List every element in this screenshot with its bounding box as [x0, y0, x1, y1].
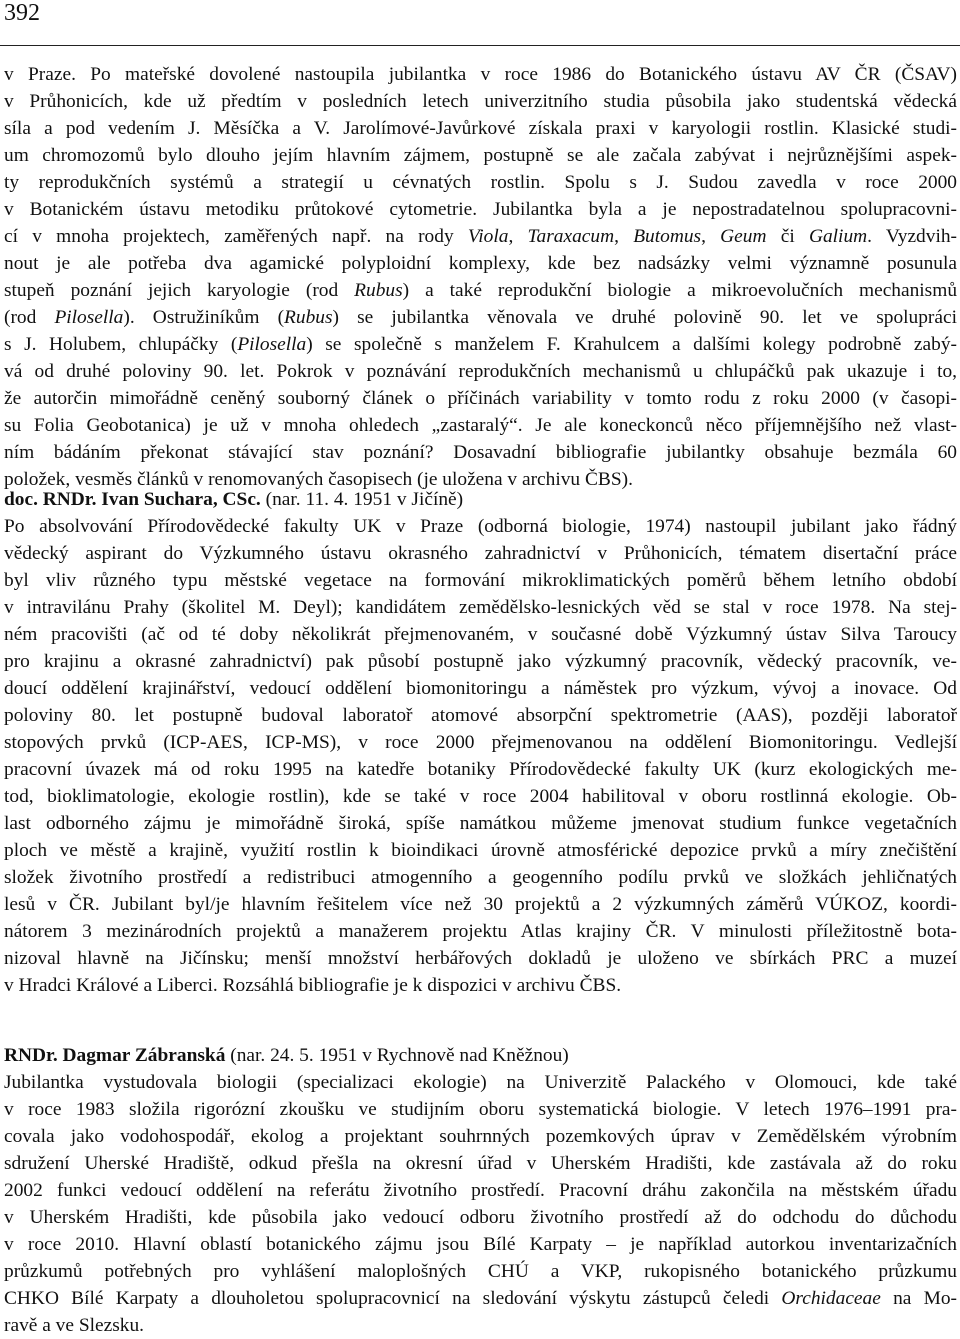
italic-taxon: Pilosella: [237, 334, 307, 355]
text-line: [4, 331, 957, 358]
text-run: pracovní úvazek má od roku 1995 na katedře botaniky Přírodovědecké fakulty UK (kurz ekologických me-: [4, 759, 957, 780]
italic-taxon: Galium: [808, 226, 868, 247]
text-run: Jubilantka vystudovala biologii (specializaci ekologie) na Univerzitě Palackého v Olomouci, kde také: [4, 1072, 957, 1093]
text-run: last odborného zájmu je mimořádně široká, spíše namátkou můžeme jmenovat studium funkce vegetačních: [4, 813, 957, 834]
text-line: [4, 621, 957, 648]
text-run: covala jako vodohospodář, ekolog a projektant souhrnných pozemkových úprav v Zemědělském výrobním: [4, 1126, 957, 1147]
text-run: 2002 funkci vedoucí oddělení na referátu životního prostředí. Pracovní dráhu zakončila na městském úřadu: [4, 1180, 957, 1201]
text-run: lesů v ČR. Jubilant byl/je hlavním řešitelem více než 30 projektů a 2 výzkumných záměrů VÚKOZ, koordi-: [4, 894, 957, 915]
person-name: doc. RNDr. Ivan Suchara, CSc.: [4, 489, 261, 510]
text-run: stupeň poznání jejich karyologie (rod: [4, 280, 355, 301]
text-run: (rod: [4, 307, 55, 328]
text-run: . Vyzdvih-: [867, 226, 957, 247]
text-line: [4, 918, 957, 945]
section-ivan-suchara: [4, 486, 957, 999]
text-line: [4, 648, 957, 675]
text-line: [4, 115, 957, 142]
text-run: ném pracovišti (ač od té doby několikrát přejmenovaném, v současné době Výzkumný ústav Silva Taroucy: [4, 624, 957, 645]
text-run: ,: [508, 226, 528, 247]
text-run: v roce 2010. Hlavní oblastí botanického zájmu jsou Bílé Karpaty – je například autorkou inventarizačních: [4, 1234, 957, 1255]
text-run: ) se jubilantka věnovala ve druhé polovině 90. let ve spolupráci: [332, 307, 957, 328]
text-run: poloviny 80. let postupně budoval laboratoř atomové absorpční spektrometrie (AAS), později laboratoř: [4, 705, 957, 726]
text-run: složek životního prostředí a redistribuci atmogenního a geogenního podílu prvků ve složkách jehličnatých: [4, 867, 957, 888]
italic-taxon: Pilosella: [54, 307, 124, 328]
text-line: [4, 223, 957, 250]
section-continued-biography: [4, 61, 957, 493]
text-run: stopových prvků (ICP-AES, ICP-MS), v roce 2000 přejmenovanou na oddělení Biomonitoringu. Vedlejší: [4, 732, 957, 753]
text-run: v roce 1983 složila rigorózní zkoušku ve studijním oboru systematická biologie. V letech 1976–1991 pra-: [4, 1099, 957, 1120]
text-line: [4, 1258, 957, 1285]
italic-taxon: Rubus: [284, 307, 333, 328]
text-run: vědecký aspirant do Výzkumného ústavu okrasného zahradnictví v Průhonicích, tématem disertační práce: [4, 543, 957, 564]
text-line: [4, 864, 957, 891]
text-run: sdružení Uherské Hradiště, odkud přešla na okresní úřad v Uherském Hradišti, kde zastávala až do roku: [4, 1153, 957, 1174]
text-line: [4, 594, 957, 621]
italic-taxon: Butomus: [633, 226, 702, 247]
text-line: [4, 1069, 957, 1096]
italic-taxon: Geum: [720, 226, 767, 247]
italic-taxon: Rubus: [354, 280, 403, 301]
text-line: [4, 972, 957, 999]
text-line: [4, 412, 957, 439]
text-run: cí v mnoha projektech, zaměřených např. na rody: [4, 226, 468, 247]
text-line: [4, 250, 957, 277]
text-run: nout je ale potřeba dva agamické polyploidní komplexy, kde bez nadsázky velmi významně posunula: [4, 253, 957, 274]
text-line: [4, 837, 957, 864]
text-run: um chromozomů bylo dlouho jejím hlavním zájmem, postupně se ale začala zabývat i nejrůznějšími aspek-: [4, 145, 957, 166]
text-run: síla a pod vedením J. Měsíčka a V. Jarolímové-Javůrkové získala praxi v karyologii rostlin. Klasické studi-: [4, 118, 957, 139]
text-run: CHKO Bílé Karpaty a dlouholetou spolupracovnicí na sledování výskytu zástupců čeledi: [4, 1288, 782, 1309]
text-run: ty reprodukčních systémů a strategií u cévnatých rostlin. Spolu s J. Sudou zavedla v roce 2000: [4, 172, 957, 193]
text-run: že autorčin mimořádně ceněný souborný článek o příčinách variability v tomto rodu z roku 2000 (v časopi-: [4, 388, 957, 409]
text-run: v Praze. Po mateřské dovolené nastoupila jubilantka v roce 1986 do Botanického ústavu AV ČR (ČSAV): [4, 64, 957, 85]
biography-heading: [4, 486, 957, 513]
text-run: ,: [701, 226, 721, 247]
birth-info: (nar. 24. 5. 1951 v Rychnově nad Kněžnou): [225, 1045, 569, 1066]
text-line: [4, 169, 957, 196]
text-line: [4, 513, 957, 540]
text-run: ). Ostružiníkům (: [123, 307, 285, 328]
text-line: [4, 783, 957, 810]
text-line: [4, 702, 957, 729]
text-line: [4, 810, 957, 837]
text-line: [4, 1123, 957, 1150]
text-line: [4, 1177, 957, 1204]
text-run: doucí oddělení krajinářství, vedoucí oddělení biomonitoringu a náměstek pro výzkum, vývoj a inovace. Od: [4, 678, 957, 699]
text-line: [4, 567, 957, 594]
text-run: či: [766, 226, 809, 247]
text-run: průzkumů potřebných pro vyhlášení maloplošných CHÚ a VKP, rukopisného botanického průzkumu: [4, 1261, 957, 1282]
text-line: [4, 540, 957, 567]
text-line: [4, 675, 957, 702]
text-line: [4, 1150, 957, 1177]
text-run: ,: [614, 226, 634, 247]
text-line: [4, 304, 957, 331]
text-line: [4, 385, 957, 412]
text-line: [4, 1204, 957, 1231]
person-name: RNDr. Dagmar Zábranská: [4, 1045, 226, 1066]
text-run: su Folia Geobotanica) je už v mnoha ohledech „zastaralý“. Je ale koneckonců něco příjemnějšího než vlast-: [4, 415, 957, 436]
text-run: nátorem 3 mezinárodních projektů a manažerem projektu Atlas krajiny ČR. V minulosti příležitostně bota-: [4, 921, 957, 942]
text-line: [4, 358, 957, 385]
text-run: Po absolvování Přírodovědecké fakulty UK v Praze (odborná biologie, 1974) nastoupil jubilant jako řádný: [4, 516, 957, 537]
italic-taxon: Viola: [467, 226, 509, 247]
italic-taxon: Orchidaceae: [781, 1288, 881, 1309]
text-run: tod, bioklimatologie, ekologie rostlin), kde se také v roce 2004 habilitoval v oboru rostlinná ekologie. Ob-: [4, 786, 957, 807]
italic-taxon: Taraxacum: [527, 226, 615, 247]
text-run: ploch ve městě a krajině, využití rostlin k bioindikaci úrovně atmosférické depozice prvků a míry znečištění: [4, 840, 957, 861]
text-line: [4, 756, 957, 783]
text-run: v Botanickém ústavu metodiku průtokové cytometrie. Jubilantka byla a je nepostradatelnou spolupracovni-: [4, 199, 957, 220]
text-run: ravě a ve Slezsku.: [4, 1315, 144, 1336]
text-line: [4, 945, 957, 972]
text-line: [4, 439, 957, 466]
text-run: ) se společně s manželem F. Krahulcem a dalšími kolegy podrobně zabý-: [306, 334, 957, 355]
text-run: ) a také reprodukční biologie a mikroevolučních mechanismů: [402, 280, 958, 301]
text-line: [4, 277, 957, 304]
text-run: v Uherském Hradišti, kde působila jako vedoucí odboru životního prostředí až do odchodu do důchodu: [4, 1207, 957, 1228]
text-line: [4, 142, 957, 169]
text-line: [4, 61, 957, 88]
text-run: vá od druhé poloviny 90. let. Pokrok v poznávání reprodukčních mechanismů u chlupáčků pak ukazuje i to,: [4, 361, 957, 382]
text-line: [4, 729, 957, 756]
text-run: na Mo-: [880, 1288, 957, 1309]
text-line: [4, 891, 957, 918]
birth-info: (nar. 11. 4. 1951 v Jičíně): [260, 489, 464, 510]
text-run: ním bádáním překonat stávající stav poznání? Dosavadní bibliografie jubilantky obsahuje bezmála 60: [4, 442, 957, 463]
text-run: pro krajinu a okrasné zahradnictví) pak působí postupně jako výzkumný pracovník, vědecký pracovník, ve-: [4, 651, 957, 672]
text-line: [4, 196, 957, 223]
section-dagmar-zabranska: [4, 1042, 957, 1339]
text-run: v Hradci Králové a Liberci. Rozsáhlá bibliografie je k dispozici v archivu ČBS.: [4, 975, 622, 996]
text-run: s J. Holubem, chlupáčky (: [4, 334, 238, 355]
text-line: [4, 88, 957, 115]
text-run: v Průhonicích, kde už předtím v posledních letech univerzitního studia působila jako studentská vědecká: [4, 91, 957, 112]
text-line: [4, 1231, 957, 1258]
biography-heading: [4, 1042, 957, 1069]
text-line: [4, 1312, 957, 1339]
text-run: položek, vesměs článků v renomovaných časopisech (je uložena v archivu ČBS).: [4, 469, 633, 490]
text-line: [4, 1096, 957, 1123]
text-run: v intravilánu Prahy (školitel M. Deyl); kandidátem zemědělsko-lesnických věd se stal v roce 1978. Na stej-: [4, 597, 957, 618]
text-line: [4, 1285, 957, 1312]
text-run: nizoval hlavně na Jičínsku; menší množství herbářových dokladů je uloženo ve sbírkách PRC a muzeí: [4, 948, 957, 969]
text-run: byl vliv různého typu městské vegetace na formování mikroklimatických poměrů během letního období: [4, 570, 957, 591]
header-rule: [0, 45, 960, 46]
page-number: 392: [4, 0, 40, 26]
